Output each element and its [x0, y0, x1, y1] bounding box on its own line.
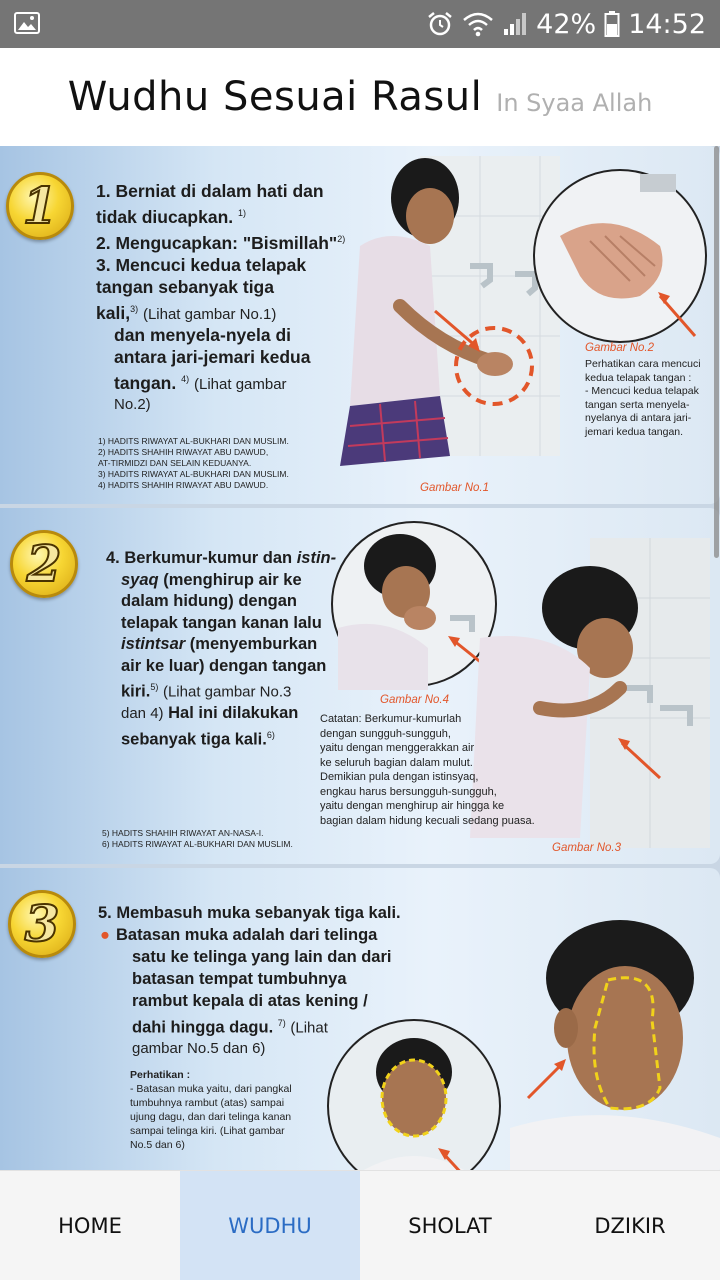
battery-icon: [604, 10, 620, 38]
page-title: Wudhu Sesuai Rasul: [67, 74, 483, 120]
caption-gambar-4: Gambar No.4: [380, 694, 450, 706]
step-1-references: 1) HADITS RIWAYAT AL-BUKHARI DAN MUSLIM. 2) HADITS SHAHIH RIWAYAT ABU DAWUD, AT-TIRMIDZI DAN SELAIN KEDUANYA. 3) HADITS RIWAYAT AL-BUKHARI DAN MUSLIM. 4) HADITS SHAHIH RIWAYAT ABU DAWUD.: [98, 436, 289, 490]
signal-icon: [502, 11, 528, 37]
app-header: [0, 48, 720, 146]
step-card-2: [0, 508, 720, 864]
face-front-closeup-illustration: [324, 1016, 504, 1170]
tab-sholat[interactable]: SHOLAT: [408, 1214, 492, 1238]
tab-dzikir[interactable]: DZIKIR: [594, 1214, 666, 1238]
face-side-illustration: [500, 908, 720, 1170]
bullet-icon: ●: [100, 926, 110, 944]
step-3-text: 5. Membasuh muka sebanyak tiga kali. ● Batasan muka adalah dari telinga satu ke telinga yang lain dan dari batasan tempat tumbuhnya rambut kepala di atas kening / dahi hingga dagu. $^{7)}$ (Lihat gambar No.5 dan 6): [98, 904, 401, 1057]
step-2-text: 4. Berkumur-kumur dan istin- syaq (menghirup air ke dalam hidung) dengan telapak tangan kanan lalu istintsar (menyemburkan air ke luar) dengan tangan kiri.$^{5)}$ (Lihat gambar No.3 dan 4) Hal ini dilakukan sebanyak tiga kali.$^{6)}$: [106, 549, 337, 748]
step-3-note: Perhatikan : - Batasan muka yaitu, dari pangkal tumbuhnya rambut (atas) sampai ujung dagu, dan dari telinga kanan sampai telinga kiri. (Lihat gambar No.5 dan 6): [130, 1069, 292, 1151]
step-number-badge: 2: [10, 530, 78, 598]
alarm-icon: [426, 10, 454, 38]
step-2-note: Catatan: Berkumur-kumurlah dengan sungguh-sungguh, yaitu dengan menggerakkan air ke seluruh bagian dalam mulut. Demikian pula dengan istinsyaq, engkau harus bersungguh-sungguh, yaitu dengan menghirup air hingga ke bagian dalam hidung kecuali sedang puasa.: [320, 713, 535, 827]
tab-home[interactable]: HOME: [58, 1214, 122, 1238]
step-number-badge: 1: [6, 172, 74, 240]
page-subtitle: In Syaa Allah: [496, 89, 653, 117]
step-card-3: [0, 868, 720, 1170]
boy-washing-hands-illustration: [330, 156, 560, 486]
wifi-icon: [462, 11, 494, 37]
gallery-icon: [14, 12, 40, 34]
caption-gambar-2: Gambar No.2: [585, 342, 655, 354]
hands-closeup-illustration: [530, 166, 710, 346]
step-card-1: [0, 146, 720, 504]
caption-gambar-1: Gambar No.1: [420, 482, 490, 494]
bottom-navigation: [0, 1170, 720, 1280]
step-number-badge: 3: [8, 890, 76, 958]
step-2-references: 5) HADITS SHAHIH RIWAYAT AN-NASA-I. 6) HADITS RIWAYAT AL-BUKHARI DAN MUSLIM.: [102, 828, 293, 849]
status-icons: [426, 0, 706, 48]
scrollbar[interactable]: [714, 146, 719, 558]
caption-gambar-3: Gambar No.3: [552, 842, 622, 854]
battery-percent: 42%: [536, 8, 597, 40]
clock: 14:52: [628, 8, 706, 40]
step-1-side-note: Perhatikan cara mencuci kedua telapak tangan : - Mencuci kedua telapak tangan serta menyela- nyelanya di antara jari- jemari kedua tangan.: [585, 358, 701, 438]
wudhu-content-scroll[interactable]: [0, 146, 720, 1170]
status-bar: [0, 0, 720, 48]
tab-wudhu[interactable]: WUDHU: [180, 1171, 360, 1280]
step-1-text: 1. Berniat di dalam hati dan tidak diucapkan. $^{1)}$ 2. Mengucapkan: "Bismillah"$^{2)}$ 3. Mencuci kedua telapak tangan sebanyak tiga kali,$^{3)}$ (Lihat gambar No.1) dan menyela-nyela di antara jari-jemari kedua tangan. $^{4)}$ (Lihat gambar No.2): [96, 181, 346, 414]
